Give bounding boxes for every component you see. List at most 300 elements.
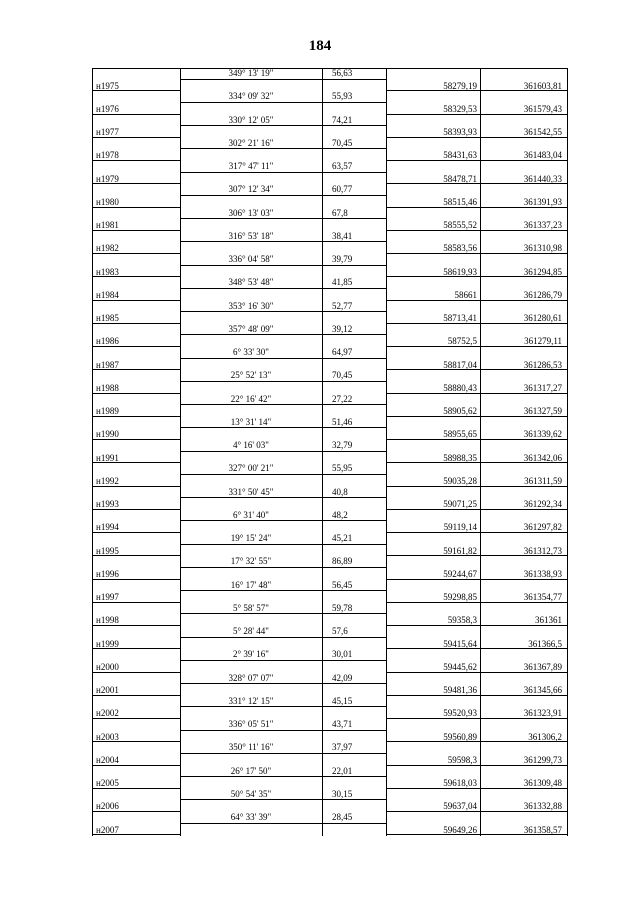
distance-cell: [322, 335, 386, 347]
distance-cell: [322, 68, 386, 80]
point-name-cell: [92, 754, 180, 766]
y-coordinate-cell: [480, 777, 568, 789]
angle-cell: [180, 231, 322, 243]
point-name-cell: [92, 684, 180, 696]
x-coordinate-cell: [386, 742, 480, 754]
x-coordinate-cell: [386, 789, 480, 801]
point-name-text: н1977: [96, 127, 119, 138]
distance-text: 41,85: [332, 277, 353, 288]
x-coordinate-text: 59481,36: [443, 685, 477, 696]
distance-text: 51,46: [332, 416, 353, 427]
distance-cell: [322, 173, 386, 185]
table-row-segment: [92, 324, 568, 336]
x-coordinate-text: 59637,04: [443, 801, 477, 812]
point-name-text: н1986: [96, 336, 119, 347]
column-divider: [180, 68, 181, 836]
angle-cell: [180, 405, 322, 417]
point-name-text: н1981: [96, 220, 119, 231]
angle-cell: [180, 149, 322, 161]
y-coordinate-cell: [480, 103, 568, 115]
column-divider: [386, 68, 387, 836]
x-coordinate-cell: [386, 661, 480, 673]
angle-cell: [180, 556, 322, 568]
table-row-point: [92, 824, 568, 836]
y-coordinate-cell: [480, 533, 568, 545]
y-coordinate-text: 361345,66: [523, 685, 562, 696]
distance-cell: [322, 91, 386, 103]
angle-cell: [180, 812, 322, 824]
angle-text: 317° 47' 11": [228, 161, 274, 171]
angle-cell: [180, 603, 322, 615]
point-name-text: н1976: [96, 103, 119, 114]
x-coordinate-cell: [386, 312, 480, 324]
table-row-segment: [92, 301, 568, 313]
angle-text: 334° 09' 32": [228, 91, 274, 102]
x-coordinate-text: 59119,14: [443, 522, 477, 533]
y-coordinate-cell: [480, 684, 568, 696]
y-coordinate-text: 361358,57: [523, 824, 562, 835]
x-coordinate-cell: [386, 649, 480, 661]
y-coordinate-text: 361306,2: [528, 731, 562, 742]
table-row-segment: [92, 161, 568, 173]
x-coordinate-cell: [386, 359, 480, 371]
table-row-segment: [92, 789, 568, 801]
distance-cell: [322, 394, 386, 406]
y-coordinate-text: 361312,73: [523, 545, 562, 556]
table-row-point: [92, 754, 568, 766]
distance-cell: [322, 266, 386, 278]
x-coordinate-text: 58752,5: [447, 336, 477, 347]
page-number: 184: [308, 38, 332, 54]
table-row-point: [92, 126, 568, 138]
x-coordinate-cell: [386, 498, 480, 510]
y-coordinate-cell: [480, 568, 568, 580]
column-divider: [480, 68, 481, 836]
point-name-cell: [92, 498, 180, 510]
table-row-point: [92, 521, 568, 533]
point-name-cell: [92, 580, 180, 592]
table-row-segment: [92, 138, 568, 150]
y-coordinate-cell: [480, 475, 568, 487]
angle-cell: [180, 742, 322, 754]
point-name-cell: [92, 359, 180, 371]
point-name-text: н2007: [96, 824, 119, 835]
y-coordinate-text: 361579,43: [523, 103, 562, 114]
angle-text: 64° 33' 39": [230, 812, 272, 822]
table-row-segment: [92, 440, 568, 452]
x-coordinate-cell: [386, 731, 480, 743]
distance-text: 48,2: [332, 509, 348, 520]
distance-text: 55,95: [332, 463, 353, 474]
x-coordinate-cell: [386, 382, 480, 394]
angle-cell: [180, 521, 322, 533]
angle-text: 357° 48' 09": [228, 323, 274, 334]
angle-text: 6° 33' 30": [233, 347, 269, 357]
table-row-segment: [92, 394, 568, 406]
x-coordinate-text: 58619,93: [443, 266, 477, 277]
angle-text: 307° 12' 34": [228, 184, 274, 195]
y-coordinate-cell: [480, 580, 568, 592]
distance-cell: [322, 324, 386, 336]
x-coordinate-cell: [386, 440, 480, 452]
distance-cell: [322, 475, 386, 487]
y-coordinate-cell: [480, 394, 568, 406]
point-name-cell: [92, 696, 180, 708]
point-name-text: н1993: [96, 499, 119, 510]
distance-cell: [322, 626, 386, 638]
y-coordinate-cell: [480, 521, 568, 533]
point-name-cell: [92, 68, 180, 80]
x-coordinate-cell: [386, 231, 480, 243]
point-name-text: н1988: [96, 382, 119, 393]
point-name-text: н1975: [96, 80, 119, 91]
distance-cell: [322, 777, 386, 789]
point-name-cell: [92, 347, 180, 359]
x-coordinate-text: 59071,25: [443, 499, 477, 510]
distance-text: 63,57: [332, 161, 353, 171]
angle-text: 328° 07' 07": [228, 672, 274, 683]
distance-cell: [322, 614, 386, 626]
table-row-segment: [92, 766, 568, 778]
table-row-segment: [92, 812, 568, 824]
y-coordinate-text: 361366,5: [528, 638, 562, 649]
table-row-point: [92, 684, 568, 696]
point-name-text: н2006: [96, 801, 119, 812]
angle-cell: [180, 126, 322, 138]
y-coordinate-cell: [480, 266, 568, 278]
distance-cell: [322, 161, 386, 173]
point-name-text: н1995: [96, 545, 119, 556]
table-row-point: [92, 103, 568, 115]
point-name-cell: [92, 661, 180, 673]
y-coordinate-cell: [480, 603, 568, 615]
y-coordinate-text: 361297,82: [523, 522, 562, 533]
distance-cell: [322, 231, 386, 243]
distance-text: 60,77: [332, 184, 353, 195]
y-coordinate-cell: [480, 417, 568, 429]
distance-text: 40,8: [332, 486, 348, 497]
table-row-point: [92, 80, 568, 92]
point-name-cell: [92, 208, 180, 220]
distance-text: 45,15: [332, 695, 353, 706]
distance-cell: [322, 103, 386, 115]
distance-text: 70,45: [332, 137, 353, 148]
x-coordinate-cell: [386, 719, 480, 731]
angle-cell: [180, 196, 322, 208]
point-name-cell: [92, 638, 180, 650]
distance-cell: [322, 196, 386, 208]
distance-cell: [322, 568, 386, 580]
table-row-segment: [92, 719, 568, 731]
x-coordinate-cell: [386, 219, 480, 231]
x-coordinate-cell: [386, 510, 480, 522]
x-coordinate-text: 59618,03: [443, 778, 477, 789]
table-row-segment: [92, 115, 568, 127]
x-coordinate-text: 58279,19: [443, 80, 477, 91]
x-coordinate-cell: [386, 521, 480, 533]
x-coordinate-cell: [386, 626, 480, 638]
y-coordinate-cell: [480, 556, 568, 568]
x-coordinate-text: 59649,26: [443, 824, 477, 835]
point-name-cell: [92, 510, 180, 522]
distance-text: 56,63: [332, 68, 353, 78]
x-coordinate-text: 58880,43: [443, 382, 477, 393]
x-coordinate-text: 59161,82: [443, 545, 477, 556]
y-coordinate-cell: [480, 824, 568, 836]
point-name-cell: [92, 231, 180, 243]
y-coordinate-cell: [480, 742, 568, 754]
point-name-cell: [92, 115, 180, 127]
distance-cell: [322, 254, 386, 266]
point-name-cell: [92, 766, 180, 778]
table-row-segment: [92, 184, 568, 196]
x-coordinate-text: 58515,46: [443, 196, 477, 207]
distance-cell: [322, 638, 386, 650]
table-row-point: [92, 777, 568, 789]
x-coordinate-cell: [386, 673, 480, 685]
point-name-cell: [92, 184, 180, 196]
distance-cell: [322, 370, 386, 382]
angle-cell: [180, 661, 322, 673]
point-name-cell: [92, 382, 180, 394]
x-coordinate-cell: [386, 417, 480, 429]
angle-cell: [180, 789, 322, 801]
y-coordinate-cell: [480, 219, 568, 231]
x-coordinate-text: 58393,93: [443, 127, 477, 138]
table-row-point: [92, 800, 568, 812]
x-coordinate-text: 59445,62: [443, 661, 477, 672]
distance-cell: [322, 545, 386, 557]
point-name-text: н1989: [96, 406, 119, 417]
table-row-point: [92, 707, 568, 719]
distance-text: 43,71: [332, 719, 353, 729]
angle-cell: [180, 824, 322, 836]
table-row-segment: [92, 208, 568, 220]
point-name-cell: [92, 149, 180, 161]
table-row-point: [92, 335, 568, 347]
y-coordinate-cell: [480, 731, 568, 743]
y-coordinate-cell: [480, 591, 568, 603]
x-coordinate-cell: [386, 580, 480, 592]
y-coordinate-cell: [480, 626, 568, 638]
distance-cell: [322, 719, 386, 731]
y-coordinate-cell: [480, 138, 568, 150]
point-name-cell: [92, 719, 180, 731]
table-row-segment: [92, 556, 568, 568]
y-coordinate-cell: [480, 80, 568, 92]
y-coordinate-cell: [480, 696, 568, 708]
point-name-text: н2004: [96, 754, 119, 765]
table-row-segment: [92, 91, 568, 103]
angle-cell: [180, 463, 322, 475]
angle-cell: [180, 533, 322, 545]
y-coordinate-text: 361338,93: [523, 568, 562, 579]
angle-cell: [180, 161, 322, 173]
angle-text: 327° 00' 21": [228, 463, 274, 474]
x-coordinate-text: 58817,04: [443, 359, 477, 370]
point-name-cell: [92, 91, 180, 103]
table-row-segment: [92, 417, 568, 429]
y-coordinate-cell: [480, 382, 568, 394]
distance-cell: [322, 219, 386, 231]
point-name-text: н1999: [96, 638, 119, 649]
distance-cell: [322, 707, 386, 719]
y-coordinate-cell: [480, 208, 568, 220]
angle-cell: [180, 219, 322, 231]
distance-cell: [322, 405, 386, 417]
x-coordinate-cell: [386, 638, 480, 650]
x-coordinate-cell: [386, 196, 480, 208]
angle-cell: [180, 696, 322, 708]
table-top-border: [92, 68, 568, 69]
point-name-text: н1990: [96, 429, 119, 440]
y-coordinate-cell: [480, 184, 568, 196]
angle-cell: [180, 103, 322, 115]
angle-text: 316° 53' 18": [228, 230, 274, 241]
distance-cell: [322, 800, 386, 812]
point-name-text: н1991: [96, 452, 119, 463]
y-coordinate-text: 361299,73: [523, 754, 562, 765]
angle-cell: [180, 335, 322, 347]
distance-cell: [322, 208, 386, 220]
x-coordinate-cell: [386, 138, 480, 150]
x-coordinate-cell: [386, 533, 480, 545]
x-coordinate-text: 58555,52: [443, 220, 477, 231]
distance-cell: [322, 824, 386, 836]
x-coordinate-cell: [386, 394, 480, 406]
table-row-point: [92, 196, 568, 208]
angle-cell: [180, 138, 322, 150]
angle-text: 353° 16' 30": [228, 300, 274, 311]
distance-text: 38,41: [332, 230, 353, 241]
table-row-point: [92, 405, 568, 417]
distance-cell: [322, 80, 386, 92]
x-coordinate-cell: [386, 242, 480, 254]
table-row-point: [92, 498, 568, 510]
angle-cell: [180, 475, 322, 487]
y-coordinate-text: 361310,98: [523, 243, 562, 254]
y-coordinate-cell: [480, 487, 568, 499]
point-name-cell: [92, 521, 180, 533]
distance-text: 39,79: [332, 254, 353, 264]
y-coordinate-text: 361339,62: [523, 429, 562, 440]
table-row-point: [92, 149, 568, 161]
point-name-text: н2005: [96, 778, 119, 789]
x-coordinate-cell: [386, 68, 480, 80]
angle-cell: [180, 394, 322, 406]
point-name-cell: [92, 405, 180, 417]
distance-text: 32,79: [332, 440, 353, 450]
distance-cell: [322, 115, 386, 127]
angle-cell: [180, 417, 322, 429]
angle-text: 19° 15' 24": [230, 533, 272, 543]
y-coordinate-cell: [480, 428, 568, 440]
x-coordinate-cell: [386, 289, 480, 301]
x-coordinate-cell: [386, 754, 480, 766]
point-name-cell: [92, 742, 180, 754]
distance-text: 56,45: [332, 579, 353, 590]
y-coordinate-cell: [480, 510, 568, 522]
point-name-cell: [92, 161, 180, 173]
x-coordinate-text: 58478,71: [443, 173, 477, 184]
angle-cell: [180, 242, 322, 254]
y-coordinate-text: 361323,91: [523, 708, 562, 719]
point-name-text: н1985: [96, 313, 119, 324]
distance-text: 39,12: [332, 323, 353, 334]
x-coordinate-text: 58431,63: [443, 150, 477, 161]
angle-text: 50° 54' 35": [230, 788, 272, 799]
distance-text: 42,09: [332, 672, 353, 683]
x-coordinate-cell: [386, 777, 480, 789]
distance-cell: [322, 428, 386, 440]
table-row-segment: [92, 742, 568, 754]
y-coordinate-text: 361542,55: [523, 127, 562, 138]
y-coordinate-cell: [480, 68, 568, 80]
distance-cell: [322, 521, 386, 533]
y-coordinate-cell: [480, 463, 568, 475]
angle-cell: [180, 754, 322, 766]
table-row-point: [92, 428, 568, 440]
point-name-cell: [92, 394, 180, 406]
distance-cell: [322, 126, 386, 138]
distance-text: 27,22: [332, 393, 353, 404]
x-coordinate-cell: [386, 184, 480, 196]
angle-text: 5° 28' 44": [233, 626, 269, 636]
distance-cell: [322, 510, 386, 522]
table-row-point: [92, 452, 568, 464]
distance-cell: [322, 347, 386, 359]
point-name-cell: [92, 707, 180, 719]
table-row-segment: [92, 510, 568, 522]
point-name-cell: [92, 800, 180, 812]
angle-cell: [180, 428, 322, 440]
x-coordinate-cell: [386, 335, 480, 347]
table-row-point: [92, 266, 568, 278]
distance-text: 74,21: [332, 114, 353, 125]
y-coordinate-cell: [480, 789, 568, 801]
point-name-text: н1987: [96, 359, 119, 370]
distance-cell: [322, 603, 386, 615]
table-row-point: [92, 219, 568, 231]
x-coordinate-cell: [386, 556, 480, 568]
angle-cell: [180, 591, 322, 603]
point-name-cell: [92, 673, 180, 685]
point-name-text: н1994: [96, 522, 119, 533]
point-name-cell: [92, 173, 180, 185]
y-coordinate-cell: [480, 126, 568, 138]
y-coordinate-cell: [480, 359, 568, 371]
table-row-point: [92, 475, 568, 487]
angle-cell: [180, 254, 322, 266]
point-name-cell: [92, 417, 180, 429]
x-coordinate-cell: [386, 277, 480, 289]
distance-cell: [322, 487, 386, 499]
distance-cell: [322, 684, 386, 696]
x-coordinate-cell: [386, 254, 480, 266]
point-name-cell: [92, 242, 180, 254]
distance-text: 30,15: [332, 788, 353, 799]
distance-text: 37,97: [332, 742, 353, 753]
point-name-cell: [92, 812, 180, 824]
y-coordinate-cell: [480, 370, 568, 382]
angle-cell: [180, 498, 322, 510]
y-coordinate-cell: [480, 277, 568, 289]
x-coordinate-text: 58583,56: [443, 243, 477, 254]
distance-cell: [322, 661, 386, 673]
y-coordinate-cell: [480, 614, 568, 626]
table-row-point: [92, 614, 568, 626]
x-coordinate-cell: [386, 812, 480, 824]
